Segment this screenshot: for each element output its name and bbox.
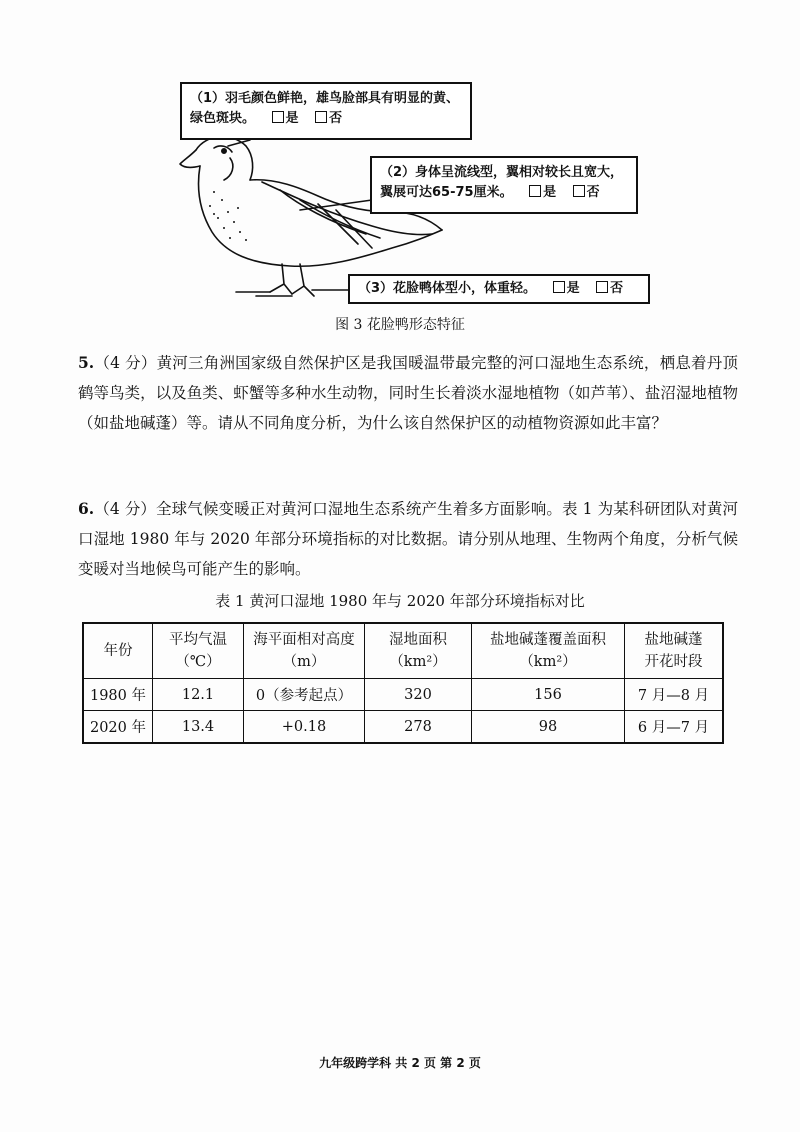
callout1-yes-option[interactable] bbox=[272, 109, 299, 129]
checkbox-icon[interactable] bbox=[529, 185, 541, 197]
checkbox-icon[interactable] bbox=[596, 281, 608, 293]
question-text: （4 分）黄河三角洲国家级自然保护区是我国暖温带最完整的河口湿地生态系统，栖息着丹顶鹤等鸟类，以及鱼类、虾蟹等多种水生动物，同时生长着淡水湿地植物（如芦苇）、盐沼湿地植物（如盐地碱蓬）等。请从不同角度分析，为什么该自然保护区的动植物资源如此丰富？ bbox=[78, 354, 738, 432]
callout1-no-option[interactable] bbox=[315, 109, 342, 129]
header-sea-level: 海平面相对高度 （m） bbox=[244, 623, 365, 679]
table-cell: 6 月—7 月 bbox=[625, 711, 724, 744]
header-flowering-period: 盐地碱蓬 开花时段 bbox=[625, 623, 724, 679]
header-suaeda-coverage: 盐地碱蓬覆盖面积 （km²） bbox=[472, 623, 625, 679]
callout3-yes-option[interactable] bbox=[553, 279, 580, 299]
callout2-pointer bbox=[300, 200, 372, 210]
question-number: 5. bbox=[78, 353, 95, 372]
header-wetland-area: 湿地面积 （km²） bbox=[365, 623, 472, 679]
table-title: 表 1 黄河口湿地 1980 年与 2020 年部分环境指标对比 bbox=[215, 592, 585, 610]
environment-table bbox=[82, 622, 724, 744]
header-year: 年份 bbox=[83, 623, 153, 679]
callout-body-shape bbox=[370, 156, 638, 214]
callout3-no-option[interactable] bbox=[596, 279, 623, 299]
question-5 bbox=[78, 348, 738, 438]
checkbox-icon[interactable] bbox=[573, 185, 585, 197]
callout-body-size bbox=[348, 274, 650, 304]
no-label: 否 bbox=[586, 185, 600, 200]
checkbox-icon[interactable] bbox=[272, 111, 284, 123]
table-cell: 7 月—8 月 bbox=[625, 679, 724, 711]
checkbox-icon[interactable] bbox=[315, 111, 327, 123]
table-cell: 2020 年 bbox=[83, 711, 153, 744]
table-cell: +0.18 bbox=[244, 711, 365, 744]
no-label: 否 bbox=[329, 111, 343, 126]
checkbox-icon[interactable] bbox=[553, 281, 565, 293]
question-6 bbox=[78, 494, 738, 584]
callout3-text: （3）花脸鸭体型小，体重轻。 bbox=[358, 281, 537, 296]
table-cell: 1980 年 bbox=[83, 679, 153, 711]
callout2-line1: （2）身体呈流线型，翼相对较长且宽大， bbox=[380, 165, 624, 180]
no-label: 否 bbox=[610, 281, 624, 296]
callout2-line2: 翼展可达65-75厘米。 bbox=[380, 185, 513, 200]
table-cell: 0（参考起点） bbox=[244, 679, 365, 711]
table-cell: 156 bbox=[472, 679, 625, 711]
yes-label: 是 bbox=[285, 111, 299, 126]
question-number: 6. bbox=[78, 499, 95, 518]
callout1-line1: （1）羽毛颜色鲜艳，雄鸟脸部具有明显的黄、 bbox=[190, 91, 460, 106]
duck-figure bbox=[0, 0, 800, 333]
yes-label: 是 bbox=[566, 281, 580, 296]
table-cell: 98 bbox=[472, 711, 625, 744]
table-cell: 278 bbox=[365, 711, 472, 744]
page-footer: 九年级跨学科 共 2 页 第 2 页 bbox=[319, 1056, 481, 1070]
table-cell: 320 bbox=[365, 679, 472, 711]
table-cell: 13.4 bbox=[153, 711, 244, 744]
table-cell: 12.1 bbox=[153, 679, 244, 711]
question-text: （4 分）全球气候变暖正对黄河口湿地生态系统产生着多方面影响。表 1 为某科研团队对黄河口湿地 1980 年与 2020 年部分环境指标的对比数据。请分别从地理、生物两个角度，分析气候变暖对当地候鸟可能产生的影响。 bbox=[78, 500, 738, 578]
yes-label: 是 bbox=[543, 185, 557, 200]
header-temperature: 平均气温 （℃） bbox=[153, 623, 244, 679]
callout2-yes-option[interactable] bbox=[529, 183, 556, 203]
callout1-line2: 绿色斑块。 bbox=[190, 111, 256, 126]
table-row bbox=[83, 711, 723, 744]
table-header-row bbox=[83, 623, 723, 679]
callout2-no-option[interactable] bbox=[573, 183, 600, 203]
callout-feather-color bbox=[180, 82, 472, 140]
figure-caption: 图 3 花脸鸭形态特征 bbox=[335, 317, 465, 333]
table-row bbox=[83, 679, 723, 711]
